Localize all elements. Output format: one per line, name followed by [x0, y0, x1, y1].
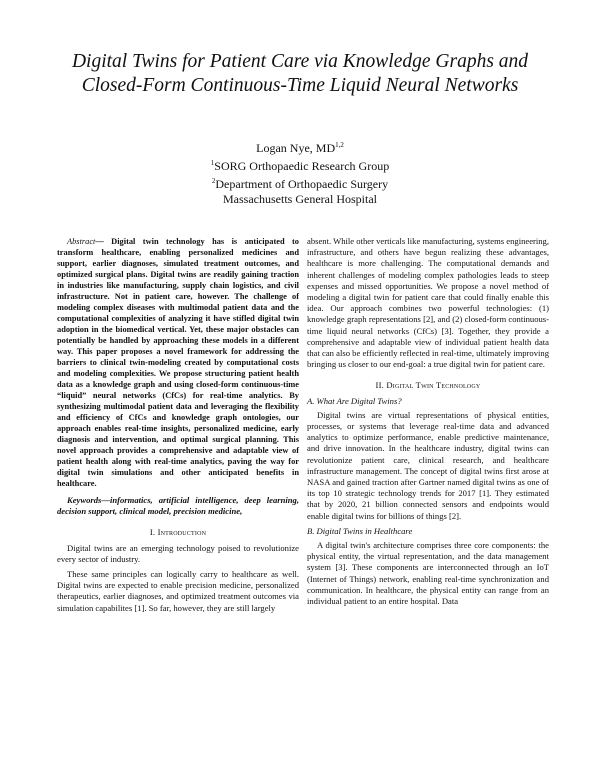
intro-paragraph-continued: absent. While other verticals like manufacturing, systems engineering, infrastructure, and others have begun realizing these advantages, healthcare is more challenging. The computational demands and inherent challenges of modeling complex pathologies leads to steep expenses and missed opportunities. We propose a novel method of modeling a digital twin for patient care that could finally enable this idea. Our approach combines two powerful technologies: (1) knowledge graph representations [2], and (2) closed-form continuous-time liquid neural networks (CfCs) [3]. Together, they provide a comprehensive and adaptable view of individual patient health data that can also be efficiently reflected in real-time, ultimately improving bringing us closer to our end-goal: a true digital twin for patient care. [307, 236, 549, 370]
intro-paragraph-1: Digital twins are an emerging technology poised to revolutionize every sector of industry. [57, 542, 299, 564]
title-line-2: Closed-Form Continuous-Time Liquid Neural Networks [81, 75, 519, 96]
affiliation-3: Massachusetts General Hospital [223, 192, 377, 206]
title-line-1: Digital Twins for Patient Care via Knowledge Graphs and [71, 51, 529, 72]
intro-paragraph-2: These same principles can logically carry to healthcare as well. Digital twins are expected to enable precision medicine, personalized therapeutics, earlier diagnoses, and optimized treatment outcomes via simulation capabilites [1]. So far, however, they are still largely [57, 569, 299, 613]
section-heading-digital-twin-technology: II. Digital Twin Technology [375, 380, 481, 391]
affiliation-2: $^2$Department of Orthopaedic Surgery [211, 177, 389, 191]
abstract: Abstract— Digital twin technology has is anticipated to transform healthcare, enabling personalized medicines and support, earlier diagnoses, simulated treatment outcomes, and optimized surgical plans. Digital twins are readily gaining traction in industries like manufacturing, supply chain logistics, and civil infrastructure. Not in patient care, however. The challenge of modeling complex diseases with multimodal patient data and the computational complexities of analyzing it have stifled digital twin adoption in the biomedical vertical. Yet, these major obstacles can potentially be handled by approaching these models in a different way. This paper proposes a novel framework for addressing the barriers to clinical twin-modeling created by computational costs and modeling complexities. We propose structuring patient health data as a knowledge graph and using closed-form continuous-time “liquid” neural networks (CfCs) for real-time analytics. By synthesizing multimodal patient data and leveraging the flexibility and efficiency of CfCs and knowledge graph ontologies, our approach enables real-time insights, personalized medicine, early diagnosis and intervention, and optimal surgical planning. This novel approach provides a comprehensive and adaptable view of patient health along with real-time analytics, paving the way for digital twin simulations and other anticipated benefits in healthcare. [57, 237, 299, 488]
subsection-heading-digital-twins-in-healthcare: B. Digital Twins in Healthcare [307, 525, 413, 536]
paper-title [40, 50, 560, 98]
affiliation-1: $^1$SORG Orthopaedic Research Group [210, 159, 390, 173]
author-block [100, 138, 500, 207]
subsection-heading-what-are-digital-twins: A. What Are Digital Twins? [307, 395, 402, 406]
section-2a-paragraph: Digital twins are virtual representations of physical entities, processes, or systems that leverage real-time data and advanced analytics to optimize performance, enable predictive maintenance, and drive innovation. In the healthcare industry, digital twins can revolutionize patient care, clinical research, and healthcare infrastructure management. The concept of digital twins first arose at NASA and gained traction after Gartner named digital twins as one of its top 10 strategic technology trends for 2017 [1]. They estimated that by 2020, 21 billion connected sensors and endpoints would enable digital twins for billions of things [2]. [307, 409, 549, 521]
right-column [307, 236, 549, 611]
author-name: Logan Nye, MD$^{1,2}$ [256, 141, 344, 155]
section-2b-paragraph: A digital twin's architecture comprises three core components: the physical entity, the virtual representation, and the data management system [3]. These components are interconnected through an IoT (Internet of Things) network, enabling real-time synchronization and communication. In healthcare, the physical entity can range from an individual patient to an entire hospital. Data [307, 540, 549, 607]
left-column [57, 236, 299, 618]
keywords: Keywords—informatics, artificial intelligence, deep learning, decision support, clinical model, precision medicine, [57, 495, 299, 517]
section-heading-introduction: I. Introduction [149, 527, 207, 538]
